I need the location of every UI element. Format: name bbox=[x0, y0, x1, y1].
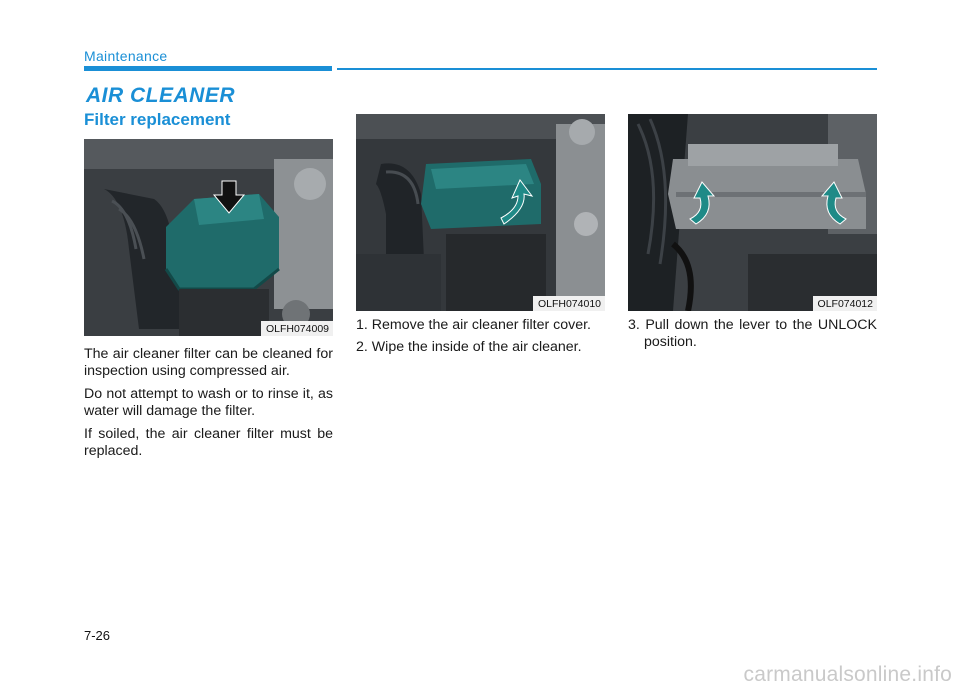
figure-3-photo bbox=[628, 114, 877, 311]
figure-3-code: OLF074012 bbox=[813, 296, 877, 311]
column-1-text bbox=[84, 346, 333, 466]
header-rule-thick bbox=[84, 66, 332, 71]
watermark: carmanualsonline.info bbox=[743, 663, 952, 686]
header-section-label: Maintenance bbox=[84, 48, 168, 64]
step-item: 1. Remove the air cleaner filter cover. bbox=[356, 317, 591, 333]
figure-2-photo bbox=[356, 114, 605, 311]
paragraph: Do not attempt to wash or to rinse it, as water will damage the filter. bbox=[84, 386, 333, 419]
figure-1-code: OLFH074009 bbox=[261, 321, 333, 336]
column-2-text bbox=[356, 317, 606, 361]
page-number: 7-26 bbox=[84, 628, 111, 643]
paragraph: The air cleaner filter can be cleaned for inspection using compressed air. bbox=[84, 346, 333, 379]
column-3-text bbox=[628, 317, 877, 356]
step-item: 2. Wipe the inside of the air cleaner. bbox=[356, 339, 582, 355]
figure-2-code: OLFH074010 bbox=[533, 296, 605, 311]
engine-bay-illustration bbox=[84, 139, 333, 336]
engine-bay-illustration bbox=[628, 114, 877, 311]
engine-bay-illustration bbox=[356, 114, 605, 311]
section-title: AIR CLEANER bbox=[86, 84, 236, 107]
header-rule-thin bbox=[337, 68, 877, 70]
step-item: 3. Pull down the lever to the UNLOCK position. bbox=[628, 317, 877, 350]
paragraph: If soiled, the air cleaner filter must be replaced. bbox=[84, 426, 333, 459]
figure-1-photo bbox=[84, 139, 333, 336]
sub-title: Filter replacement bbox=[84, 110, 231, 129]
